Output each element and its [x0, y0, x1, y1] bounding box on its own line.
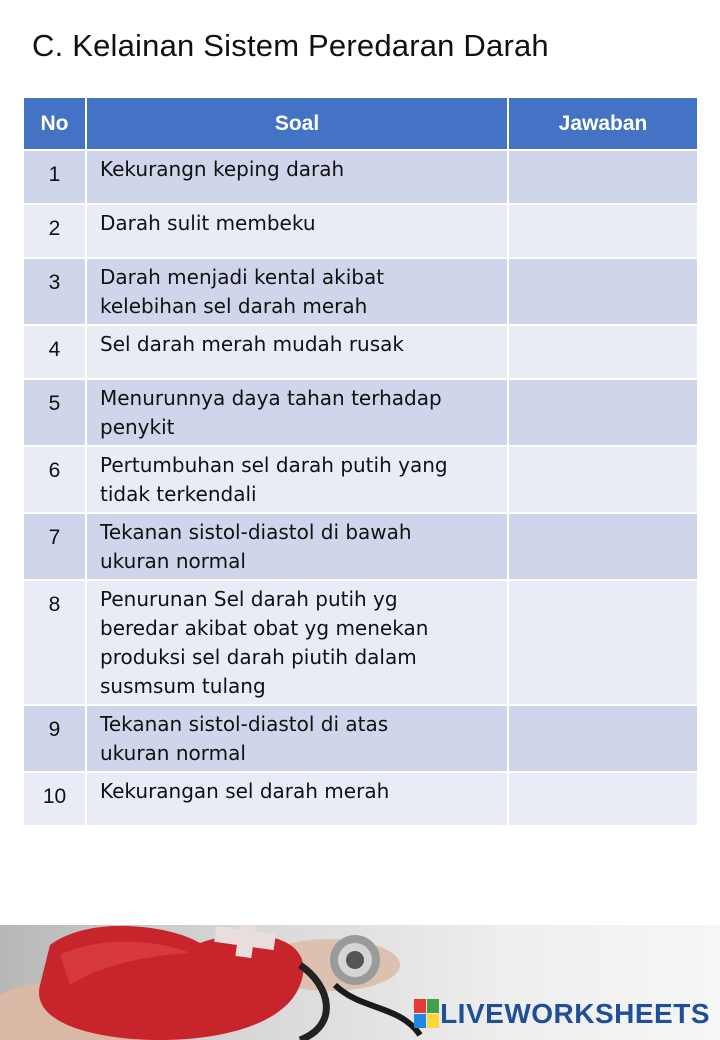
- answer-cell[interactable]: [508, 325, 698, 379]
- column-header-no: No: [23, 97, 86, 150]
- answer-cell[interactable]: [508, 580, 698, 705]
- row-number: 2: [23, 204, 86, 258]
- question-text: Sel darah merah mudah rusak: [86, 325, 508, 379]
- answer-cell[interactable]: [508, 204, 698, 258]
- question-text: Tekanan sistol-diastol di bawah ukuran normal: [86, 513, 508, 580]
- row-number: 1: [23, 150, 86, 204]
- column-header-soal: Soal: [86, 97, 508, 150]
- answer-cell[interactable]: [508, 150, 698, 204]
- row-number: 6: [23, 446, 86, 513]
- row-number: 10: [23, 772, 86, 826]
- heart-stethoscope-image: [0, 925, 460, 1040]
- table-row: [23, 513, 698, 580]
- answer-cell[interactable]: [508, 513, 698, 580]
- question-table: [22, 96, 699, 827]
- question-text: Menurunnya daya tahan terhadap penykit: [86, 379, 508, 446]
- row-number: 5: [23, 379, 86, 446]
- table-row: [23, 446, 698, 513]
- liveworksheets-badge-icon: [414, 999, 440, 1029]
- table-row: [23, 325, 698, 379]
- table-row: [23, 150, 698, 204]
- question-text: Darah menjadi kental akibat kelebihan sel darah merah: [86, 258, 508, 325]
- row-number: 4: [23, 325, 86, 379]
- table-row: [23, 379, 698, 446]
- row-number: 7: [23, 513, 86, 580]
- answer-cell[interactable]: [508, 379, 698, 446]
- column-header-jawaban: Jawaban: [508, 97, 698, 150]
- answer-cell[interactable]: [508, 705, 698, 772]
- table-row: [23, 204, 698, 258]
- brand-text: LIVEWORKSHEETS: [440, 998, 710, 1029]
- answer-cell[interactable]: [508, 258, 698, 325]
- row-number: 8: [23, 580, 86, 705]
- page-title: C. Kelainan Sistem Peredaran Darah: [32, 28, 549, 63]
- table-row: [23, 705, 698, 772]
- question-text: Penurunan Sel darah putih yg beredar akibat obat yg menekan produksi sel darah piutih dalam susmsum tulang: [86, 580, 508, 705]
- table-row: [23, 580, 698, 705]
- footer-banner: [0, 925, 720, 1040]
- question-text: Kekurangn keping darah: [86, 150, 508, 204]
- answer-cell[interactable]: [508, 446, 698, 513]
- question-text: Tekanan sistol-diastol di atas ukuran normal: [86, 705, 508, 772]
- question-text: Darah sulit membeku: [86, 204, 508, 258]
- question-text: Pertumbuhan sel darah putih yang tidak terkendali: [86, 446, 508, 513]
- question-text: Kekurangan sel darah merah: [86, 772, 508, 826]
- liveworksheets-logo: [414, 998, 710, 1030]
- table-row: [23, 772, 698, 826]
- answer-cell[interactable]: [508, 772, 698, 826]
- table-row: [23, 258, 698, 325]
- table-header-row: [23, 97, 698, 150]
- row-number: 9: [23, 705, 86, 772]
- row-number: 3: [23, 258, 86, 325]
